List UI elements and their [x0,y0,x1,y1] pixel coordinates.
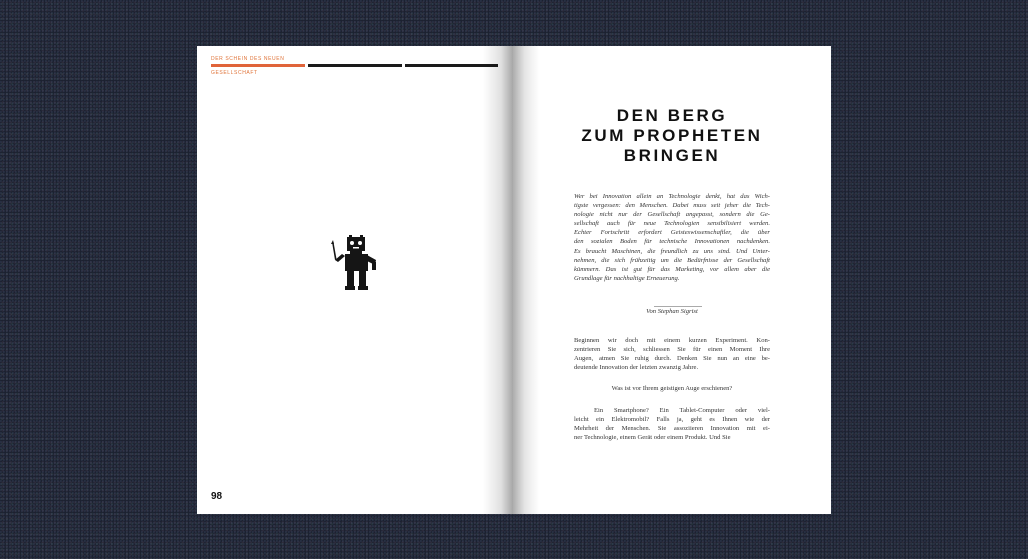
lead-line: Wer bei Innovation allein an Technologie denkt, hat das Wich- [574,193,770,200]
lead-line: Echter Fortschritt erfordert Geisteswissenschaftler, die über [574,229,770,237]
body-line: deutende Innovation der letzten zwanzig Jahre. [574,364,699,372]
lead-paragraph [574,192,770,283]
spine-shadow [483,46,513,514]
running-head-section: DER SCHEIN DES NEUEN [211,56,285,62]
robot-icon [331,234,383,296]
body-line: Beginnen wir doch mit einem kurzen Experiment. Kon- [574,337,770,344]
lead-line: nehmen, die sich frühzeitig um die Bedürfnisse der Gesellschaft [574,256,770,264]
title-line: DEN BERG [616,106,728,125]
lead-line: kümmern. Das ist gut für das Marketing, vor allem aber die [574,265,770,273]
lead-line: tigste vergessen: den Menschen. Dabei muss seit jeher die Tech- [574,202,770,210]
author-divider [654,306,702,307]
body-line: leicht ein Elektromobil? Falls ja, geht es Ihnen wie der [574,416,770,424]
page-number: 98 [211,491,223,502]
body-paragraph [574,406,770,442]
left-page [197,46,513,514]
body-line: Ein Smartphone? Ein Tablet-Computer oder viel- [594,407,770,414]
title-line: BRINGEN [623,146,721,165]
author-byline: Von Stephan Sigrist [646,308,698,315]
body-line: zentrieren Sie sich, schliessen Sie für einen Moment Ihre [574,346,770,354]
body-line: ner Technologie, einem Gerät oder einem Produkt. Und Sie [574,434,731,442]
lead-line: Es braucht Maschinen, die freundlich zu uns sind. Und Unter- [574,247,770,255]
article-title [513,106,831,166]
running-head-chapter: GESELLSCHAFT [211,70,258,76]
lead-line: den sozialen Boden für technische Innovationen nachdenken. [574,238,770,246]
lead-line: sellschaft auch für neue Technologien sensibilisiert werden. [574,220,770,228]
body-paragraph [574,336,770,372]
lead-line: Grundlage für nachhaltige Erneuerung. [574,274,680,282]
body-line: Augen, atmen Sie ruhig durch. Denken Sie nun an eine be- [574,355,770,363]
body-line: Mehrheit der Menschen. Sie assoziieren Innovation mit ei- [574,425,770,433]
running-head-rule-active [211,64,305,67]
lead-line: nologie nicht nur der Gesellschaft angepasst, sondern die Ge- [574,211,770,219]
running-head-rule [308,64,402,67]
body-question: Was ist vor Ihrem geistigen Auge erschienen? [611,385,733,392]
title-line: ZUM PROPHETEN [581,126,763,145]
right-page [513,46,831,514]
